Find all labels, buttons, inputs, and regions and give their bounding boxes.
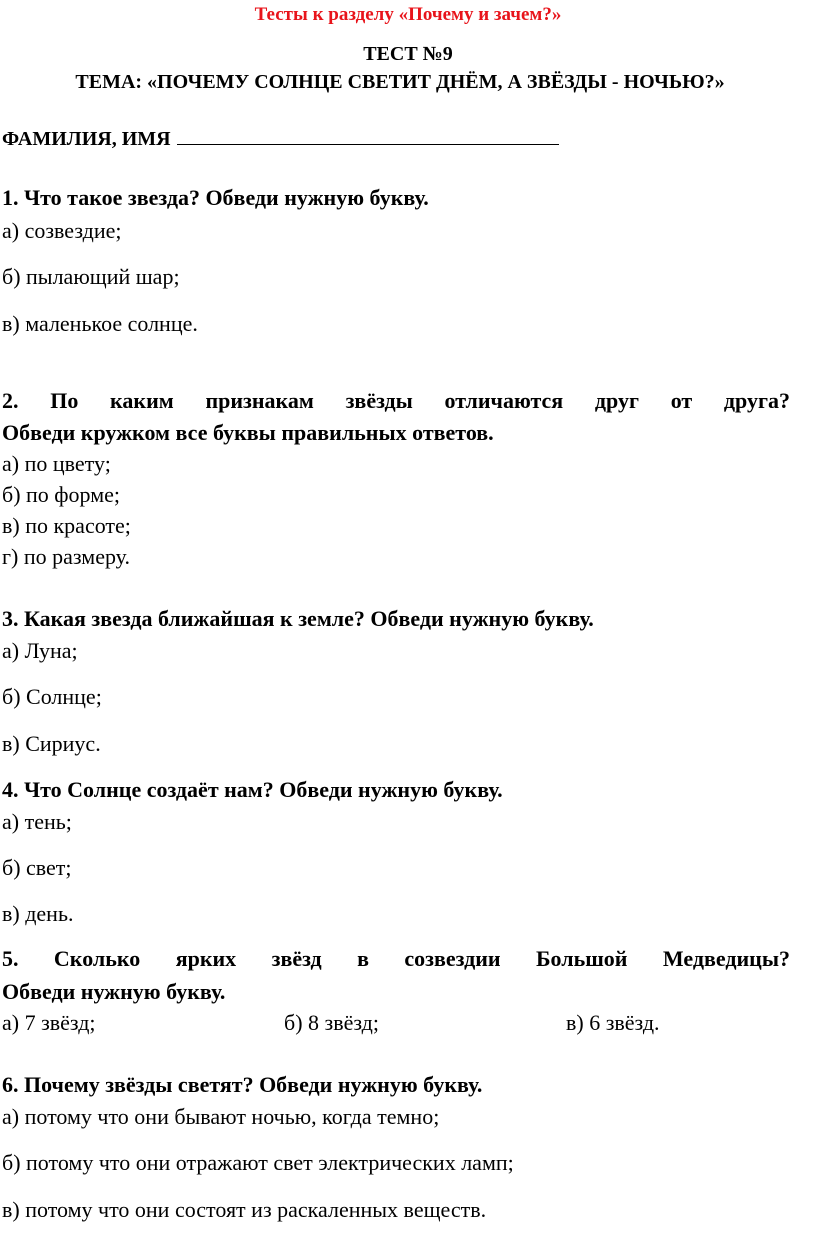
name-label: ФАМИЛИЯ, ИМЯ <box>2 128 171 150</box>
q5-answers-row <box>2 1010 802 1040</box>
q6-answer-c[interactable]: в) потому что они состоят из раскаленных веществ. <box>2 1197 487 1222</box>
test-number: ТЕСТ №9 <box>363 43 453 65</box>
q4-answer-b[interactable]: б) свет; <box>2 855 72 880</box>
question-6: 6. Почему звёзды светят? Обведи нужную букву. <box>2 1072 483 1097</box>
q1-answer-c[interactable]: в) маленькое солнце. <box>2 311 198 336</box>
q6-answer-a[interactable]: а) потому что они бывают ночью, когда темно; <box>2 1104 440 1129</box>
q3-answer-c[interactable]: в) Сириус. <box>2 731 101 756</box>
question-2-line-1: 2. По каким признакам звёзды отличаются друг от друга? <box>2 388 790 413</box>
test-topic: ТЕМА: «ПОЧЕМУ СОЛНЦЕ СВЕТИТ ДНЁМ, А ЗВЁЗДЫ - НОЧЬЮ?» <box>75 71 725 93</box>
q3-answer-b[interactable]: б) Солнце; <box>2 684 102 709</box>
q6-answer-b[interactable]: б) потому что они отражают свет электрических ламп; <box>2 1150 514 1175</box>
section-title: Тесты к разделу «Почему и зачем?» <box>254 4 562 25</box>
question-2-line-2: Обведи кружком все буквы правильных ответов. <box>2 420 494 445</box>
question-3: 3. Какая звезда ближайшая к земле? Обведи нужную букву. <box>2 606 594 631</box>
q5-answer-a[interactable]: а) 7 звёзд; <box>2 1010 96 1035</box>
q3-answer-a[interactable]: а) Луна; <box>2 638 78 663</box>
q2-answer-d[interactable]: г) по размеру. <box>2 544 130 569</box>
q1-answer-a[interactable]: а) созвездие; <box>2 218 122 243</box>
q5-answer-c[interactable]: в) 6 звёзд. <box>566 1010 660 1035</box>
q4-answer-a[interactable]: а) тень; <box>2 809 72 834</box>
q5-answer-b[interactable]: б) 8 звёзд; <box>284 1010 379 1035</box>
q1-answer-b[interactable]: б) пылающий шар; <box>2 264 180 289</box>
question-5-line-2: Обведи нужную букву. <box>2 979 226 1004</box>
question-5-line-1: 5. Сколько ярких звёзд в созвездии Большой Медведицы? <box>2 946 790 971</box>
name-blank-line[interactable] <box>177 122 559 145</box>
question-4: 4. Что Солнце создаёт нам? Обведи нужную букву. <box>2 777 503 802</box>
q2-answer-c[interactable]: в) по красоте; <box>2 513 131 538</box>
name-field <box>2 122 559 151</box>
q4-answer-c[interactable]: в) день. <box>2 901 74 926</box>
q2-answer-b[interactable]: б) по форме; <box>2 482 121 507</box>
question-1: 1. Что такое звезда? Обведи нужную букву. <box>2 185 429 210</box>
q2-answer-a[interactable]: а) по цвету; <box>2 451 111 476</box>
